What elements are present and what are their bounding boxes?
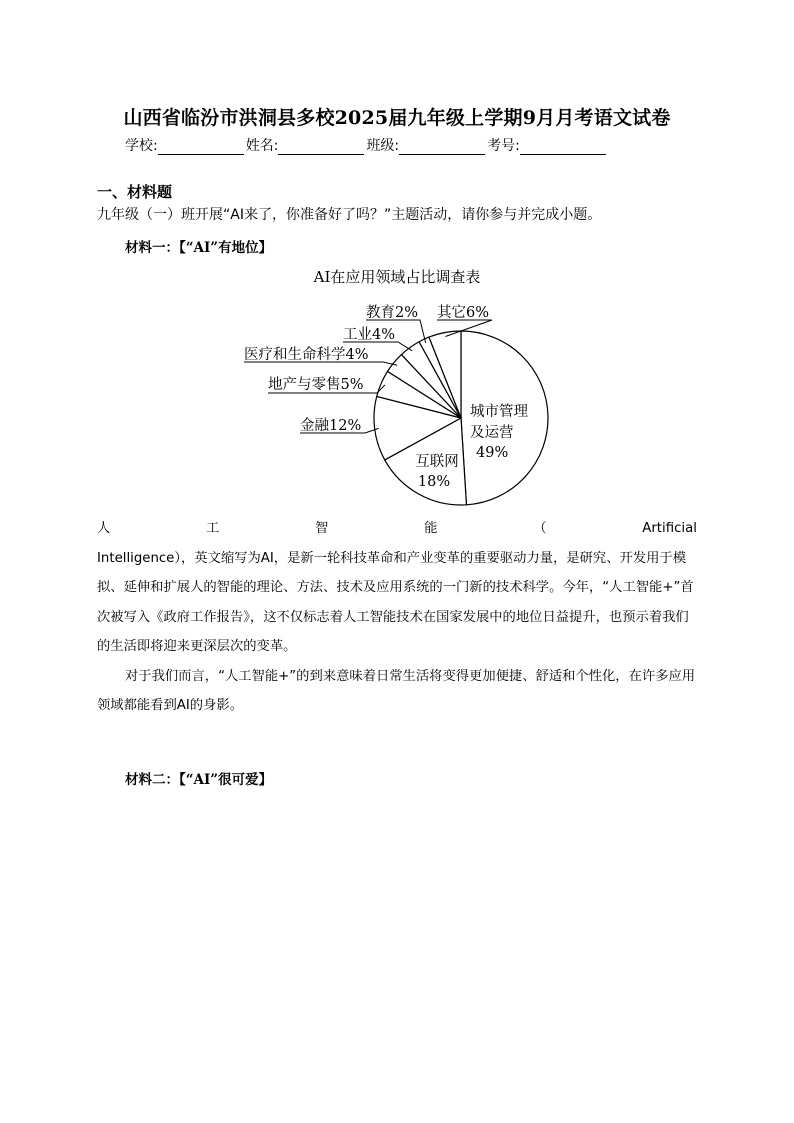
paragraph-first-line-word: （: [533, 521, 547, 536]
number-label: 考号:: [487, 138, 520, 154]
paragraph-first-line-word: 工: [206, 521, 220, 536]
pie-slice-label: 其它6%: [437, 305, 490, 321]
material1-paragraph: [97, 514, 697, 721]
section-title: 一、材料题: [97, 183, 173, 201]
class-label: 班级:: [366, 138, 400, 154]
pie-slice-label: 医疗和生命科学4%: [244, 347, 369, 363]
chart-title: AI在应用领域占比调查表: [313, 268, 481, 286]
pie-slice-label: 工业4%: [343, 327, 396, 343]
intro-text: 九年级（一）班开展“AI来了，你准备好了吗？”主题活动，请你参与并完成小题。: [97, 207, 602, 223]
paragraph-two: 对于我们而言，“人工智能+”的到来意味着日常生活将变得更加便捷、舒适和个性化，在许多应用领域都能看到AI的身影。: [97, 668, 696, 713]
pie-slice-percent: 18%: [417, 474, 451, 490]
paragraph-first-line-word: 人: [97, 521, 111, 536]
material2-heading: 材料二：【“AI”很可爱】: [125, 772, 273, 788]
pie-slice-percent: 49%: [476, 445, 509, 461]
name-label: 姓名:: [245, 138, 279, 154]
pie-slice-label: 互联网: [415, 454, 459, 470]
school-label: 学校:: [125, 138, 158, 154]
paragraph-first-line-word: Artificial: [642, 521, 697, 536]
pie-slice-label: 城市管理: [470, 404, 528, 420]
pie-slice-label: 及运营: [470, 425, 514, 441]
paragraph-first-line-word: 能: [424, 521, 438, 536]
pie-slice-label: 地产与零售5%: [268, 377, 364, 393]
material1-heading: 材料一：【“AI”有地位】: [125, 240, 273, 256]
pie-chart: [0, 0, 794, 520]
paragraph-first-line: [97, 514, 697, 544]
exam-title: 山西省临汾市洪洞县多校2025届九年级上学期9月月考语文试卷: [123, 107, 671, 129]
paragraph-first-line-word: 智: [315, 521, 329, 536]
paragraph-body: Intelligence），英文缩写为AI，是新一轮科技革命和产业变革的重要驱动力量，是研究、开发用于模拟、延伸和扩展人的智能的理论、方法、技术及应用系统的一门新的技术科学。今年，“人工智能+”首次被写入《政府工作报告》，这不仅标志着人工智能技术在国家发展中的地位日益提升，也预示着我们的生活即将迎来更深层次的变革。: [97, 550, 694, 654]
pie-slice-label: 教育2%: [366, 305, 419, 321]
pie-slice-label: 金融12%: [300, 418, 362, 434]
